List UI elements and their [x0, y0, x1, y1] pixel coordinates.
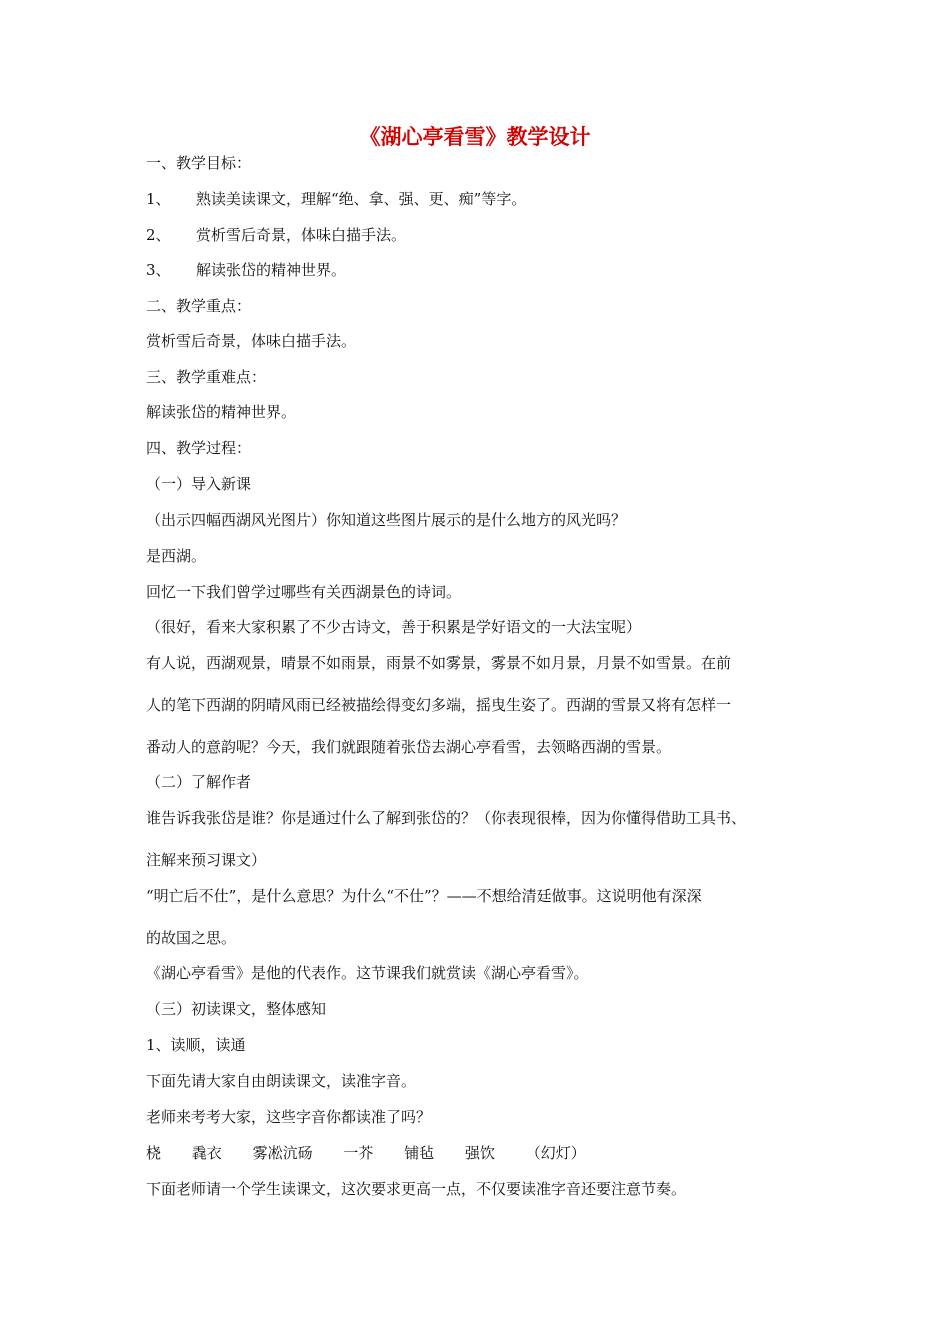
document-title: 《湖心亭看雪》教学设计: [359, 124, 591, 149]
section-heading: 三、教学重难点：: [146, 368, 267, 386]
paragraph: 回忆一下我们曾学过哪些有关西湖景色的诗词。: [146, 583, 462, 601]
section-heading: 四、教学过程：: [146, 439, 252, 457]
item-number: 2、: [146, 226, 171, 244]
vocab-word: 雾凇沆砀: [252, 1144, 313, 1162]
paragraph: 番动人的意韵呢？今天，我们就跟随着张岱去湖心亭看雪，去领略西湖的雪景。: [146, 738, 672, 756]
paragraph: （很好，看来大家积累了不少古诗文，善于积累是学好语文的一大法宝呢）: [146, 618, 642, 636]
section-heading: 二、教学重点：: [146, 297, 252, 315]
paragraph: 有人说，西湖观景，晴景不如雨景，雨景不如雾景，雾景不如月景，月景不如雪景。在前: [146, 654, 732, 672]
paragraph: 《湖心亭看雪》是他的代表作。这节课我们就赏读《湖心亭看雪》。: [146, 964, 589, 982]
paragraph: 人的笔下西湖的阴晴风雨已经被描绘得变幻多端，摇曳生姿了。西湖的雪景又将有怎样一: [146, 696, 732, 714]
paragraph: 注解来预习课文）: [146, 851, 267, 869]
subsection-heading: （一）导入新课: [146, 475, 252, 493]
section-heading: 一、教学目标：: [146, 154, 252, 172]
subsection-heading: （三）初读课文，整体感知: [146, 1000, 327, 1018]
paragraph: “明亡后不仕”，是什么意思？为什么“不仕”？——不想给清廷做事。这说明他有深深: [146, 887, 702, 905]
list-item: [146, 259, 826, 281]
vocab-word: 强饮: [464, 1144, 495, 1162]
list-item: [146, 224, 826, 246]
paragraph: 谁告诉我张岱是谁？你是通过什么了解到张岱的？（你表现很棒，因为你懂得借助工具书、: [146, 809, 747, 827]
paragraph: 1、读顺，读通: [146, 1036, 246, 1054]
item-text: 解读张岱的精神世界。: [196, 261, 347, 279]
paragraph: 解读张岱的精神世界。: [146, 403, 297, 421]
vocab-word: 一芥: [343, 1144, 374, 1162]
vocab-word: （幻灯）: [525, 1144, 586, 1162]
item-number: 1、: [146, 190, 171, 208]
paragraph: 是西湖。: [146, 547, 207, 565]
list-item: [146, 188, 826, 210]
item-number: 3、: [146, 261, 171, 279]
paragraph: 下面老师请一个学生读课文，这次要求更高一点，不仅要读准字音还要注意节奏。: [146, 1180, 687, 1198]
paragraph: 下面先请大家自由朗读课文，读准字音。: [146, 1072, 417, 1090]
vocab-word: 毳衣: [191, 1144, 222, 1162]
item-text: 赏析雪后奇景，体味白描手法。: [196, 226, 407, 244]
vocab-word: 桡: [146, 1144, 162, 1162]
subsection-heading: （二）了解作者: [146, 773, 252, 791]
paragraph: 老师来考考大家，这些字音你都读准了吗？: [146, 1108, 432, 1126]
paragraph: 赏析雪后奇景，体味白描手法。: [146, 332, 357, 350]
item-text: 熟读美读课文，理解“绝、拿、强、更、痴”等字。: [196, 190, 527, 208]
paragraph: （出示四幅西湖风光图片）你知道这些图片展示的是什么地方的风光吗？: [146, 511, 627, 529]
vocabulary-list: [146, 1142, 826, 1164]
paragraph: 的故国之思。: [146, 929, 237, 947]
vocab-word: 铺毡: [404, 1144, 435, 1162]
